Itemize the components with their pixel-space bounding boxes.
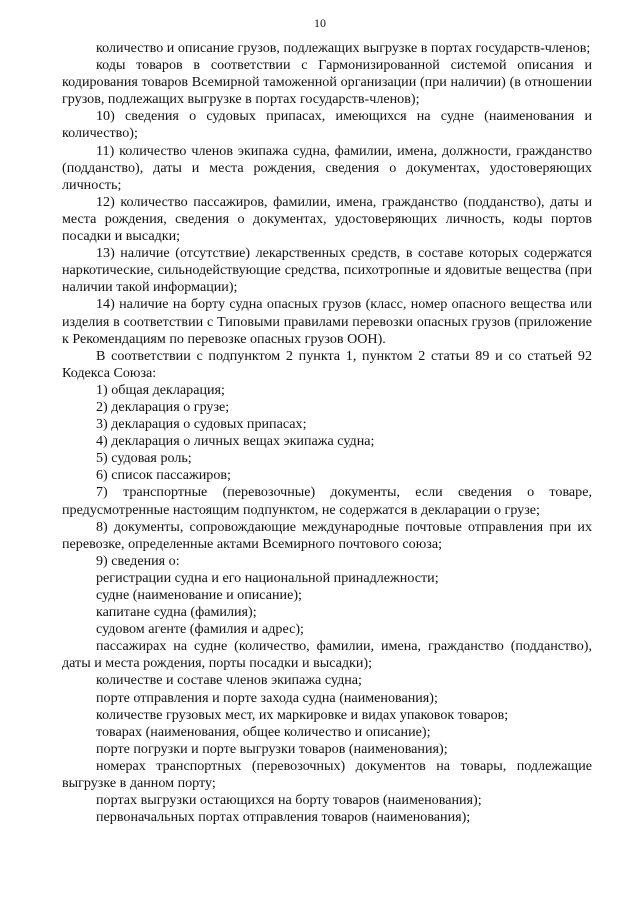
paragraph: В соответствии с подпунктом 2 пункта 1, пунктом 2 статьи 89 и со статьей 92 Кодекса Союза: <box>62 347 592 381</box>
list-item: 6) список пассажиров; <box>96 467 231 484</box>
paragraph: коды товаров в соответствии с Гармонизированной системой описания и кодирования товаров Всемирной таможенной организации (при наличии) (в отношении грузов, подлежащих выгрузке в портах государств-членов); <box>62 57 592 108</box>
list-item: порте отправления и порте захода судна (наименования); <box>96 689 438 706</box>
list-item: 8) документы, сопровождающие международные почтовые отправления при их перевозке, определенные актами Всемирного почтового союза; <box>62 518 592 552</box>
list-item: регистрации судна и его национальной принадлежности; <box>96 569 439 586</box>
list-item: 2) декларация о грузе; <box>96 398 230 415</box>
list-item: товарах (наименования, общее количество и описание); <box>96 723 431 740</box>
paragraph: количество и описание грузов, подлежащих выгрузке в портах государств-членов; <box>96 40 591 56</box>
list-item: номерах транспортных (перевозочных) документов на товары, подлежащие выгрузке в данном порту; <box>62 757 592 792</box>
list-item: судовом агенте (фамилия и адрес); <box>96 621 304 638</box>
list-item: количестве грузовых мест, их маркировке и видах упаковок товаров; <box>96 706 509 723</box>
list-item: 3) декларация о судовых припасах; <box>96 416 307 433</box>
paragraph: 12) количество пассажиров, фамилии, имена, гражданство (подданство), даты и места рождения, сведения о документах, удостоверяющих личность, коды портов посадки и высадки; <box>62 193 592 245</box>
list-item: 4) декларация о личных вещах экипажа судна; <box>96 433 375 450</box>
document-body <box>62 40 592 826</box>
list-item: 5) судовая роль; <box>96 450 192 467</box>
list-item: пассажирах на судне (количество, фамилии, имена, гражданство (подданство), даты и места рождения, порты посадки и высадки); <box>62 638 592 672</box>
list-item: количестве и составе членов экипажа судна; <box>96 672 362 689</box>
page-number: 10 <box>314 16 326 30</box>
list-item: портах выгрузки остающихся на борту товаров (наименования); <box>96 792 482 809</box>
paragraph: 11) количество членов экипажа судна, фамилии, имена, должности, гражданство (подданство), даты и места рождения, сведения о документах, удостоверяющих личность; <box>62 142 592 193</box>
list-item: первоначальных портах отправления товаров (наименования); <box>96 809 471 826</box>
paragraph: 14) наличие на борту судна опасных грузов (класс, номер опасного вещества или изделия в соответствии с Типовыми правилами перевозки опасных грузов (приложение к Рекомендациям по перевозке опасных грузов ООН). <box>62 296 592 347</box>
paragraph: 13) наличие (отсутствие) лекарственных средств, в составе которых содержатся наркотические, сильнодействующие средства, психотропные и ядовитые вещества (при наличии такой информации); <box>62 245 592 296</box>
list-item: капитане судна (фамилия); <box>96 604 257 621</box>
paragraph: 10) сведения о судовых припасах, имеющихся на судне (наименования и количество); <box>62 108 592 142</box>
list-item: 1) общая декларация; <box>96 381 225 398</box>
list-item: 9) сведения о: <box>96 552 180 569</box>
list-item: судне (наименование и описание); <box>96 587 302 603</box>
list-item: порте погрузки и порте выгрузки товаров (наименования); <box>96 740 448 757</box>
list-item: 7) транспортные (перевозочные) документы, если сведения о товаре, предусмотренные настоящим подпунктом, не содержатся в декларации о грузе; <box>62 484 592 518</box>
